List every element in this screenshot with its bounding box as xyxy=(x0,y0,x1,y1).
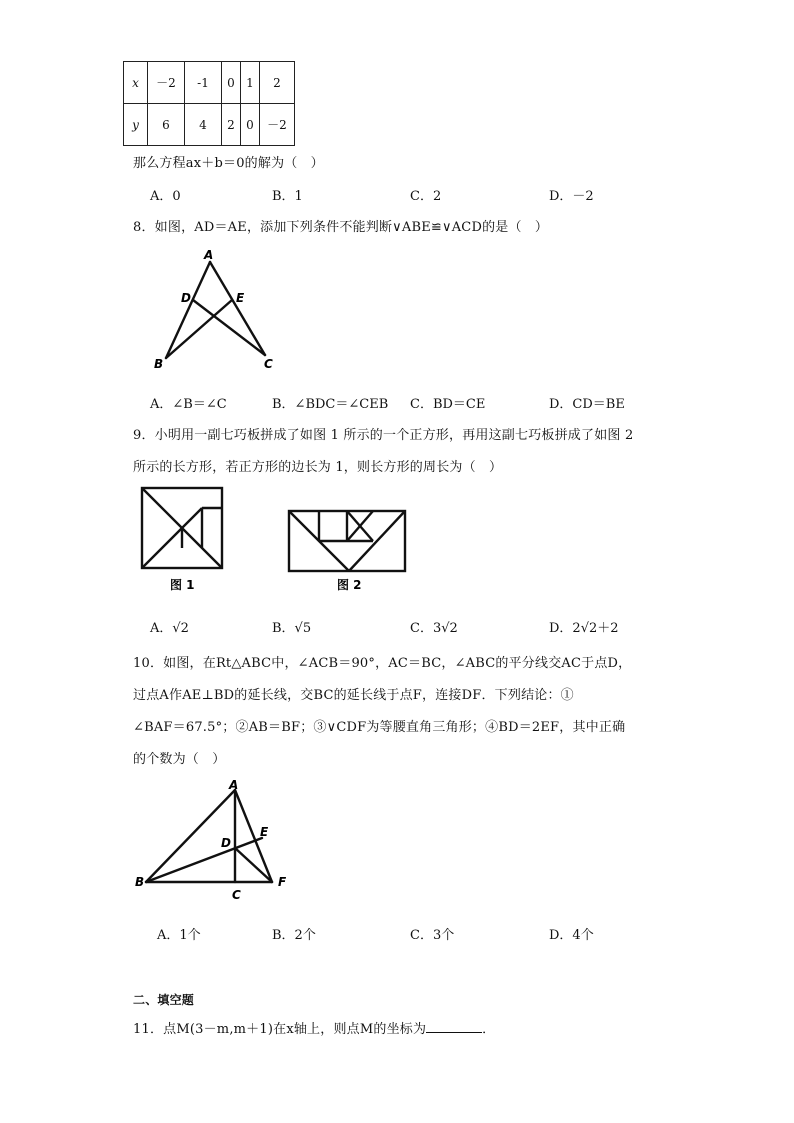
q7-option-c[interactable]: C．2 xyxy=(410,189,442,204)
q8-option-c[interactable]: C．BD＝CE xyxy=(410,397,486,412)
q9-stem-line1: 9．小明用一副七巧板拼成了如图 1 所示的一个正方形，再用这副七巧板拼成了如图 2 xyxy=(133,428,634,443)
q7-option-d[interactable]: D．－2 xyxy=(549,189,594,204)
q10-stem-line3: ∠BAF＝67.5°；②AB＝BF；③∨CDF为等腰直角三角形；④BD＝2EF，其中正确 xyxy=(133,720,626,735)
label-b: B xyxy=(135,875,145,889)
label-c: C xyxy=(264,357,273,371)
q8-figure xyxy=(148,248,283,373)
q11-stem: 11．点M(3－m,m＋1)在x轴上，则点M的坐标为 xyxy=(133,1022,427,1037)
label-a: A xyxy=(229,778,239,792)
table-cell: 1 xyxy=(241,62,260,104)
row-header: x xyxy=(124,62,148,104)
q8-option-b[interactable]: B．∠BDC＝∠CEB xyxy=(272,397,389,412)
label-d: D xyxy=(221,836,231,850)
q9-figure-2 xyxy=(285,507,410,595)
label-b: B xyxy=(154,357,164,371)
table-cell: -1 xyxy=(185,62,222,104)
q7-option-a[interactable]: A．0 xyxy=(150,189,181,204)
q10-option-c[interactable]: C．3个 xyxy=(410,928,455,943)
q9-figure-1 xyxy=(138,484,228,596)
label-c: C xyxy=(232,888,241,902)
q11-end: ． xyxy=(482,1022,496,1037)
q8-option-d[interactable]: D．CD＝BE xyxy=(549,397,625,412)
q10-option-d[interactable]: D．4个 xyxy=(549,928,594,943)
q10-option-a[interactable]: A．1个 xyxy=(157,928,201,943)
answer-blank[interactable] xyxy=(426,1020,482,1033)
label-e: E xyxy=(236,291,245,305)
table-row-y xyxy=(124,104,295,146)
q10-figure xyxy=(132,778,302,906)
xy-value-table xyxy=(123,61,295,146)
table-cell: 2 xyxy=(260,62,295,104)
fig2-caption: 图 2 xyxy=(337,578,362,592)
q11 xyxy=(133,1018,495,1037)
table-cell: －2 xyxy=(148,62,185,104)
table-cell: 0 xyxy=(222,62,241,104)
q9-option-a[interactable]: A．√2 xyxy=(150,621,189,636)
table-cell: 4 xyxy=(185,104,222,146)
q8-stem: 8．如图，AD＝AE，添加下列条件不能判断∨ABE≌∨ACD的是（ ） xyxy=(133,220,549,235)
label-f: F xyxy=(278,875,287,889)
label-d: D xyxy=(181,291,191,305)
q9-stem-line2: 所示的长方形，若正方形的边长为 1，则长方形的周长为（ ） xyxy=(133,460,503,475)
q8-option-a[interactable]: A．∠B＝∠C xyxy=(150,397,227,412)
section-title: 二、填空题 xyxy=(133,993,195,1007)
q9-option-d[interactable]: D．2√2＋2 xyxy=(549,621,619,636)
table-cell: 2 xyxy=(222,104,241,146)
label-a: A xyxy=(204,248,214,262)
fig1-caption: 图 1 xyxy=(170,578,195,592)
q10-stem-line2: 过点A作AE⊥BD的延长线，交BC的延长线于点F，连接DF．下列结论：① xyxy=(133,688,574,703)
q10-stem-line4: 的个数为（ ） xyxy=(133,752,226,767)
table-cell: 0 xyxy=(241,104,260,146)
q9-option-c[interactable]: C．3√2 xyxy=(410,621,458,636)
table-cell: 6 xyxy=(148,104,185,146)
label-e: E xyxy=(260,825,269,839)
q9-option-b[interactable]: B．√5 xyxy=(272,621,312,636)
row-header: y xyxy=(124,104,148,146)
table-cell: －2 xyxy=(260,104,295,146)
q10-option-b[interactable]: B．2个 xyxy=(272,928,316,943)
q7-option-b[interactable]: B．1 xyxy=(272,189,303,204)
q10-stem-line1: 10．如图，在Rt△ABC中，∠ACB＝90°，AC＝BC，∠ABC的平分线交AC于点D， xyxy=(133,656,632,671)
table-row-x xyxy=(124,62,295,104)
q7-stem: 那么方程ax＋b＝0的解为（ ） xyxy=(133,156,324,171)
